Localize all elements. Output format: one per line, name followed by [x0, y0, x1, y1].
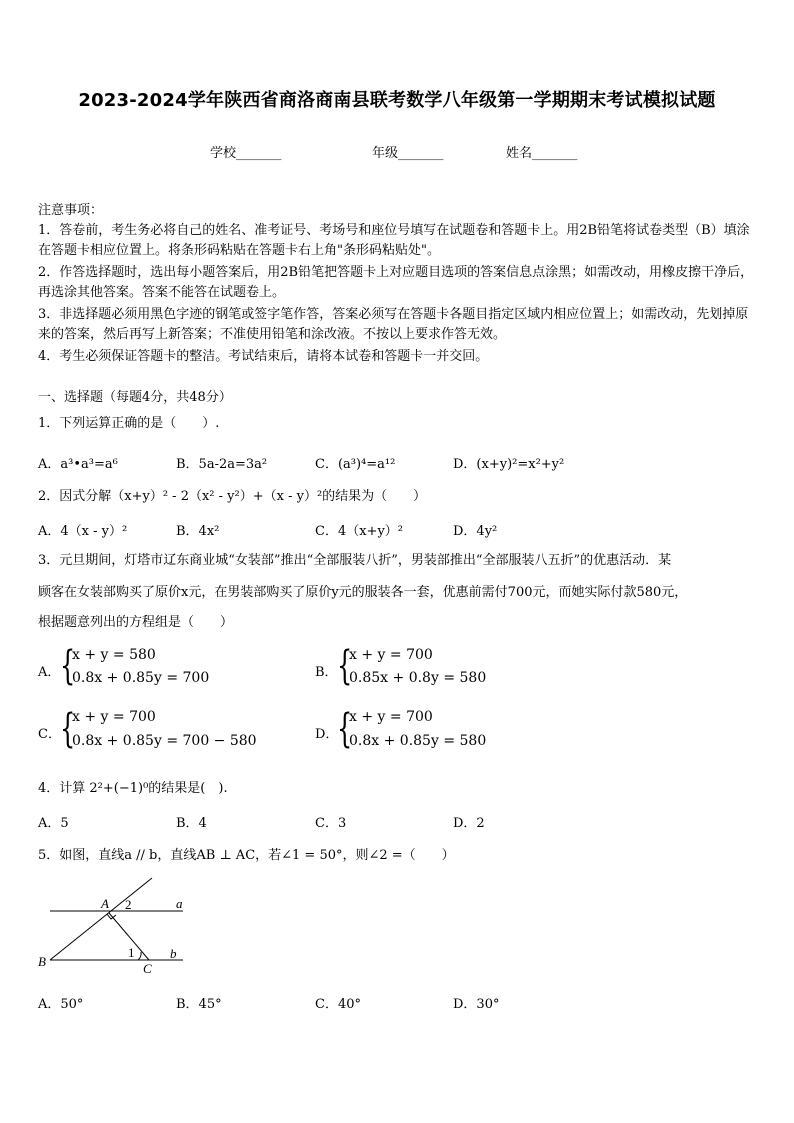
grade-field: 年级_______ [372, 146, 444, 161]
q1-stem: 1．下列运算正确的是（ ）. [38, 416, 220, 431]
q3-option-d-eq2: 0.8x + 0.85y = 580 [349, 733, 487, 749]
notice-item-3: 3．非选择题必须用黑色字迹的钢笔或签字笔作答，答案必须写在答题卡各题目指定区域内相应位置上；如需改动，先划掉原来的答案，然后再写上新答案；不准使用铅笔和涂改液。不按以上要求作答无效。 [38, 307, 749, 342]
label-b: b [170, 946, 177, 961]
q5-option-d: D．30° [453, 997, 500, 1012]
school-field: 学校_______ [210, 146, 282, 161]
q2-option-b: B．4x² [176, 524, 220, 539]
q1-option-a: A．a³•a³=a⁶ [38, 457, 118, 472]
q4-option-c: C．3 [315, 816, 347, 831]
q2-option-a: A．4（x - y）² [38, 524, 128, 539]
section-heading: 一、选择题（每题4分，共48分） [38, 390, 232, 405]
q4-stem: 4．计算 2²+(−1)⁰的结果是( ). [38, 781, 228, 796]
notice-heading: 注意事项： [38, 203, 104, 218]
q2-stem: 2．因式分解（x+y）² - 2（x² - y²）+（x - y）²的结果为（ ） [38, 489, 427, 504]
notice-item-4: 4．考生必须保证答题卡的整洁。考试结束后，请将本试卷和答题卡一并交回。 [38, 349, 489, 364]
q5-figure [0, 870, 240, 980]
line-AB [50, 878, 152, 960]
q3-option-c-eq1: x + y = 700 [72, 709, 156, 725]
q3-option-a-eq1: x + y = 580 [72, 647, 156, 663]
q3-option-a-label: A． [38, 665, 61, 680]
notice-item-2: 2．作答选择题时，选出每小题答案后，用2B铅笔把答题卡上对应题目选项的答案信息点涂黑；如需改动，用橡皮擦干净后，再选涂其他答案。答案不能答在试题卷上。 [38, 265, 754, 300]
q3-option-c-brace: { [60, 706, 76, 752]
q3-stem-line3: 根据题意列出的方程组是（ ） [38, 615, 234, 630]
q3-option-a-eq2: 0.8x + 0.85y = 700 [72, 670, 210, 686]
q3-option-d-brace: { [337, 706, 353, 752]
q3-option-c-eq2: 0.8x + 0.85y = 700 − 580 [72, 733, 257, 749]
label-B: B [38, 954, 46, 969]
q4-option-b: B．4 [176, 816, 207, 831]
name-field: 姓名_______ [506, 146, 578, 161]
q5-stem: 5．如图，直线a // b，直线AB ⊥ AC，若∠1 = 50°，则∠2 =（ ） [38, 848, 455, 863]
q1-option-b: B．5a-2a=3a² [176, 457, 268, 472]
q3-option-d-label: D． [315, 727, 339, 742]
q3-option-c-label: C． [38, 727, 61, 742]
page-title: 2023-2024学年陕西省商洛商南县联考数学八年级第一学期期末考试模拟试题 [78, 90, 716, 111]
label-2: 2 [125, 897, 132, 912]
q3-option-a-brace: { [60, 643, 76, 689]
q2-option-c: C．4（x+y）² [315, 524, 403, 539]
angle-1-arc [138, 952, 141, 960]
q2-option-d: D．4y² [453, 524, 498, 539]
q5-option-b: B．45° [176, 997, 222, 1012]
q4-option-a: A．5 [38, 816, 69, 831]
q3-option-b-eq1: x + y = 700 [349, 647, 433, 663]
label-C: C [143, 961, 152, 976]
q3-option-b-label: B． [315, 665, 338, 680]
q4-option-d: D．2 [453, 816, 485, 831]
q3-option-d-eq1: x + y = 700 [349, 709, 433, 725]
q5-option-a: A．50° [38, 997, 84, 1012]
label-1: 1 [128, 945, 135, 960]
q3-option-b-brace: { [337, 643, 353, 689]
q3-stem-line1: 3．元旦期间，灯塔市辽东商业城“女装部”推出“全部服装八折”，男装部推出“全部服装八五折”的优惠活动．某 [38, 553, 672, 568]
q5-option-c: C．40° [315, 997, 361, 1012]
q3-stem-line2: 顾客在女装部购买了原价x元，在男装部购买了原价y元的服装各一套，优惠前需付700元，而她实际付款580元， [38, 585, 688, 600]
q3-option-b-eq2: 0.85x + 0.8y = 580 [349, 670, 487, 686]
label-A: A [101, 896, 109, 911]
q1-option-c: C．(a³)⁴=a¹² [315, 457, 396, 472]
notice-item-1: 1．答卷前，考生务必将自己的姓名、准考证号、考场号和座位号填写在试题卷和答题卡上。用2B铅笔将试卷类型（B）填涂在答题卡相应位置上。将条形码粘贴在答题卡右上角"条形码粘贴处"。 [38, 223, 750, 258]
q1-option-d: D．(x+y)²=x²+y² [453, 457, 565, 472]
label-a: a [176, 896, 183, 911]
